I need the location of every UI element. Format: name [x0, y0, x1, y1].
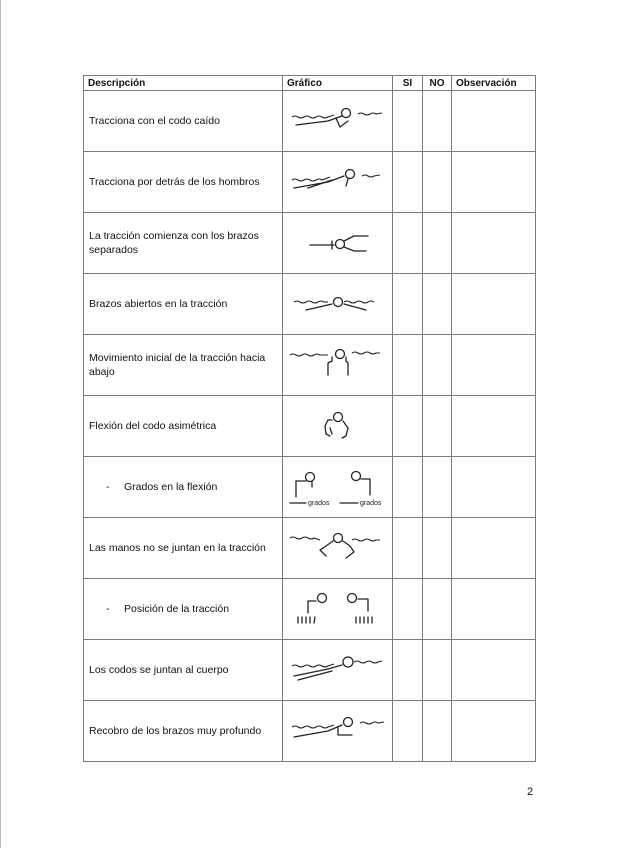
yes-cell[interactable] [393, 91, 423, 152]
evaluation-table [83, 75, 536, 762]
no-cell[interactable] [423, 152, 452, 213]
no-cell[interactable] [423, 701, 452, 762]
table-row [84, 335, 536, 396]
row-description: Las manos no se juntan en la tracción [84, 518, 283, 579]
no-cell[interactable] [423, 579, 452, 640]
observation-cell[interactable] [452, 396, 536, 457]
swimmer-elbows-to-body-icon [288, 650, 388, 690]
yes-cell[interactable] [393, 518, 423, 579]
yes-cell[interactable] [393, 579, 423, 640]
no-cell[interactable] [423, 518, 452, 579]
page-edge [0, 0, 1, 848]
row-description: Flexión del codo asimétrica [84, 396, 283, 457]
row-description: Los codos se juntan al cuerpo [84, 640, 283, 701]
header-yes: SI [393, 76, 423, 91]
row-description: Tracciona con el codo caído [84, 91, 283, 152]
figure-label: grados [359, 500, 381, 507]
observation-cell[interactable] [452, 579, 536, 640]
yes-cell[interactable] [393, 701, 423, 762]
yes-cell[interactable] [393, 213, 423, 274]
observation-cell[interactable] [452, 152, 536, 213]
table-row [84, 213, 536, 274]
observation-cell[interactable] [452, 457, 536, 518]
row-description: Recobro de los brazos muy profundo [84, 701, 283, 762]
no-cell[interactable] [423, 457, 452, 518]
table-row [84, 152, 536, 213]
no-cell[interactable] [423, 274, 452, 335]
row-description: Movimiento inicial de la tracción hacia abajo [84, 335, 283, 396]
table-row [84, 91, 536, 152]
row-description: Brazos abiertos en la tracción [84, 274, 283, 335]
swimmer-arms-open-icon [288, 284, 388, 324]
table-row [84, 640, 536, 701]
table-row [84, 457, 536, 518]
swimmer-arms-separated-icon [288, 223, 388, 263]
observation-cell[interactable] [452, 274, 536, 335]
yes-cell[interactable] [393, 457, 423, 518]
list-dash: - [106, 603, 110, 615]
yes-cell[interactable] [393, 640, 423, 701]
row-description: Tracciona por detrás de los hombros [84, 152, 283, 213]
swimmer-asymmetric-elbow-icon [288, 406, 388, 446]
table-row [84, 579, 536, 640]
table-row [84, 396, 536, 457]
row-description: Posición de la tracción [124, 603, 230, 615]
swimmer-flexion-degrees-icon [286, 465, 390, 509]
table-row [84, 518, 536, 579]
observation-cell[interactable] [452, 335, 536, 396]
yes-cell[interactable] [393, 274, 423, 335]
observation-cell[interactable] [452, 701, 536, 762]
observation-cell[interactable] [452, 518, 536, 579]
page-number: 2 [527, 786, 534, 798]
table-header-row [84, 76, 536, 91]
yes-cell[interactable] [393, 152, 423, 213]
header-graphic: Gráfico [283, 76, 393, 91]
swimmer-pull-downward-icon [288, 345, 388, 385]
observation-cell[interactable] [452, 213, 536, 274]
no-cell[interactable] [423, 335, 452, 396]
yes-cell[interactable] [393, 335, 423, 396]
observation-cell[interactable] [452, 91, 536, 152]
swimmer-pull-position-icon [286, 587, 390, 631]
no-cell[interactable] [423, 213, 452, 274]
no-cell[interactable] [423, 396, 452, 457]
no-cell[interactable] [423, 91, 452, 152]
row-description: La tracción comienza con los brazos separados [84, 213, 283, 274]
no-cell[interactable] [423, 640, 452, 701]
header-observation: Observación [452, 76, 536, 91]
observation-cell[interactable] [452, 640, 536, 701]
header-no: NO [423, 76, 452, 91]
figure-label: grados [307, 500, 329, 507]
swimmer-hands-apart-icon [288, 528, 388, 568]
table-row [84, 274, 536, 335]
swimmer-deep-recovery-icon [288, 711, 388, 751]
swimmer-elbow-dropped-icon [288, 101, 388, 141]
row-description: Grados en la flexión [124, 481, 218, 493]
table-row [84, 701, 536, 762]
swimmer-pull-behind-shoulders-icon [288, 162, 388, 202]
list-dash: - [106, 481, 110, 493]
yes-cell[interactable] [393, 396, 423, 457]
header-description: Descripción [84, 76, 283, 91]
